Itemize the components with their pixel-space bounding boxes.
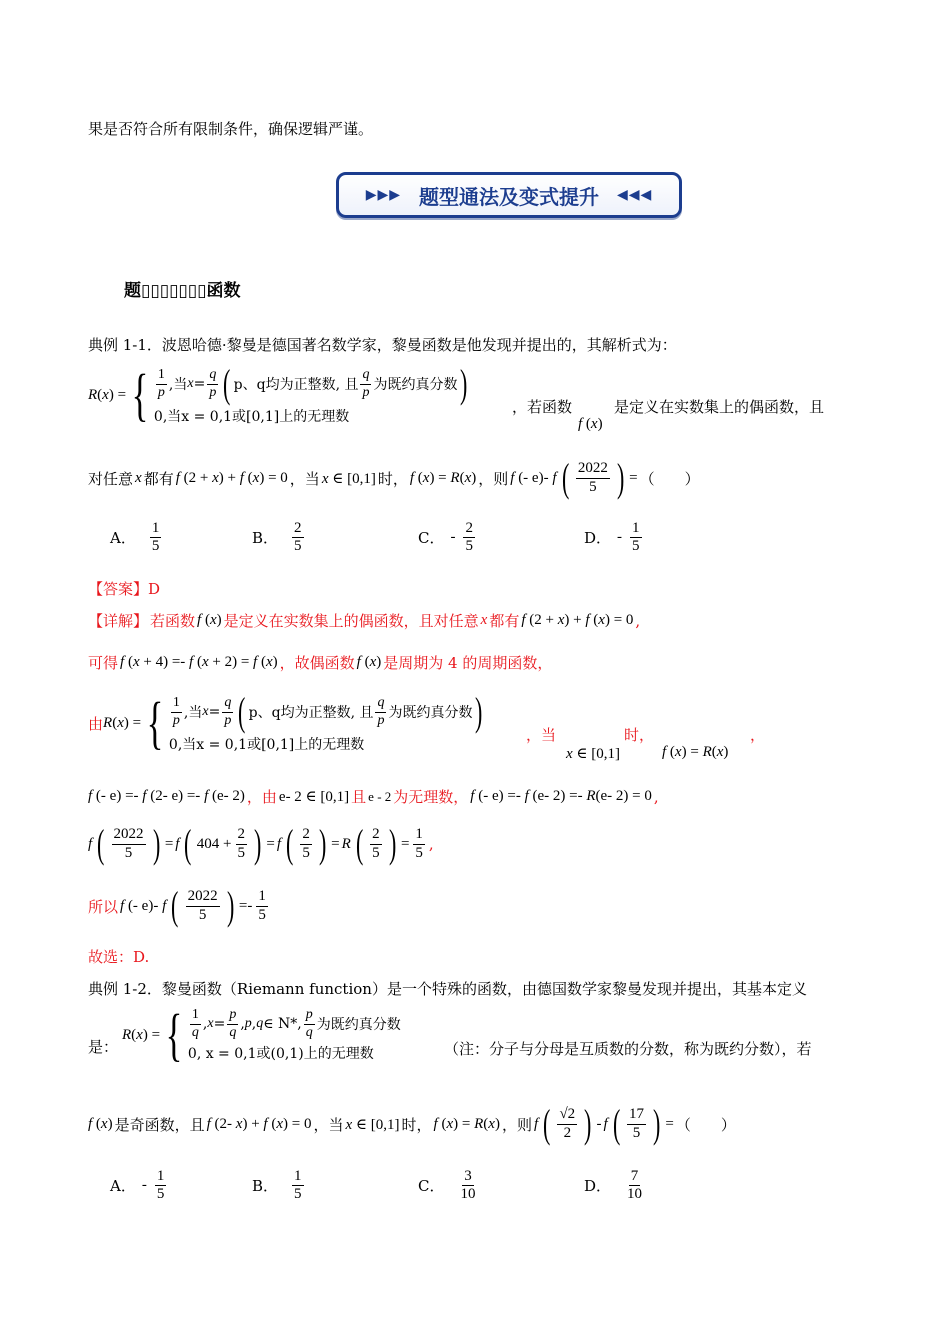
ex1-blank: （ ） bbox=[639, 469, 700, 488]
ex1-option-b[interactable]: B． $\frac{2}{5}$ bbox=[252, 520, 302, 555]
ex1-option-a[interactable]: A． $\frac{1}{5}$ bbox=[110, 520, 160, 555]
ex1-definition: R ( x ) = { $\frac{1}{p}$ ,当 x = $\frac{q}{p}$ ( p、q均为正整数, 且 $\frac{q}{p}$ 为既约真分数 ) 0,当x = 0,1或[0,1]上的无理数 bbox=[88, 364, 471, 426]
intro-line: 果是否符合所有限制条件，确保逻辑严谨。 bbox=[88, 120, 374, 138]
ex1-conclusion: 故选：D. bbox=[88, 948, 150, 966]
ex1-condition-line: 对任意 x 都有 f (2 + x) + f (x) = 0 ，当 x ∈ [0,1] 时， f (x) = R(x) ，则 f (- e)- f ( $\frac{2022}{5}$ ) = （ ） bbox=[88, 455, 700, 500]
ex1-after-def2: 是定义在实数集上的偶函数，且 bbox=[614, 398, 825, 416]
ex1-detail-line2: 可得 f (x + 4) =- f (x + 2) = f (x) ，故偶函数 f (x) 是周期为 4 的周期函数， bbox=[88, 654, 553, 672]
ex2-option-b[interactable]: B． $\frac{1}{5}$ bbox=[252, 1168, 302, 1203]
ex1-case2: 0,当x = 0,1或[0,1]上的无理数 bbox=[153, 409, 350, 425]
ex1-intro: 典例 1-1．波恩哈德·黎曼是德国著名数学家，黎曼函数是他发现并提出的，其解析式为： bbox=[88, 336, 677, 354]
ex1-detail-line5: f ( $\frac{2022}{5}$ ) = f ( 404 + $\frac{2}{5}$ ) = f ( $\frac{2}{5}$ ) = R ( $\frac{2}{5}$ ) = $\frac{1}{5}$ , bbox=[88, 821, 434, 866]
ex1-detail-line6: 所以 f (- e)- f ( $\frac{2022}{5}$ ) =- $\frac{1}{5}$ bbox=[88, 883, 266, 928]
banner-left-arrows: ▶▶▶ bbox=[365, 187, 401, 203]
ex1-fx: f (x) bbox=[578, 416, 603, 432]
ex2-blank: （ ） bbox=[675, 1115, 736, 1134]
ex2-case2: 0, x = 0,1或(0,1)上的无理数 bbox=[187, 1045, 374, 1062]
ex1-after-def: ，若函数 bbox=[512, 398, 573, 416]
ex1-answer: 【答案】D bbox=[88, 580, 161, 598]
ex1-detail-fxrx: f (x) = R(x) bbox=[662, 744, 729, 760]
ex2-note: （注：分子与分母是互质数的分数，称为既约分数），若 bbox=[444, 1040, 812, 1058]
ex1-case1-tail: 为既约真分数 bbox=[373, 377, 458, 393]
ex1-option-c[interactable]: C． - $\frac{2}{5}$ bbox=[418, 520, 473, 555]
ex2-definition: R ( x ) = { $\frac{1}{q}$ , x = $\frac{p}{q}$ , p , q ∈ N*, $\frac{p}{q}$ 为既约真分数 0, x = 0,1或(0,1)上的无理数 bbox=[122, 1002, 401, 1067]
ex2-option-a[interactable]: A． - $\frac{1}{5}$ bbox=[110, 1168, 165, 1203]
ex1-detail-line3: 由 R ( x ) = { $\frac{1}{p}$ ,当 x = $\frac{q}{p}$ ( p、q均为正整数, 且 $\frac{q}{p}$ 为既约真分数 ) 0,当x = 0,1或[0,1]上的无理数 bbox=[88, 689, 483, 755]
ex1-detail-interval: x ∈ [0,1] bbox=[566, 746, 621, 762]
ex1-detail-line1: 【详解】 若函数 f (x) 是定义在实数集上的偶函数，且对任意 x 都有 f (2 + x) + f (x) = 0 , bbox=[88, 611, 641, 630]
ex1-case1-cond: p、q均为正整数, 且 bbox=[233, 377, 359, 393]
section-banner bbox=[336, 172, 682, 218]
section-title: 题▯▯▯▯▯▯▯函数 bbox=[124, 281, 241, 301]
ex2-option-c[interactable]: C． $\frac{3}{10}$ bbox=[418, 1168, 476, 1203]
ex1-option-d[interactable]: D． - $\frac{1}{5}$ bbox=[584, 520, 640, 555]
ex1-detail-line4: f (- e) =- f (2- e) =- f (e- 2) ，由 e- 2 ∈ [0,1] 且 e - 2 为无理数， f (- e) =- f (e- 2) =- R(e- 2) = 0 , bbox=[88, 787, 659, 806]
banner-right-arrows: ◀◀◀ bbox=[617, 187, 653, 203]
ex2-option-d[interactable]: D． $\frac{7}{10}$ bbox=[584, 1168, 643, 1203]
banner-title: 题型通法及变式提升 bbox=[419, 184, 599, 209]
ex2-condition-line: f (x) 是奇函数，且 f (2- x) + f (x) = 0 ，当 x ∈ [0,1] 时， f (x) = R(x) ，则 f ( $\frac{√2}{2}$ ) - f ( $\frac{17}{5}$ ) = （ ） bbox=[88, 1101, 736, 1146]
ex2-is-label: 是： bbox=[88, 1038, 119, 1056]
ex2-intro: 典例 1-2．黎曼函数（Riemann function）是一个特殊的函数，由德国数学家黎曼发现并提出，其基本定义 bbox=[88, 980, 807, 998]
